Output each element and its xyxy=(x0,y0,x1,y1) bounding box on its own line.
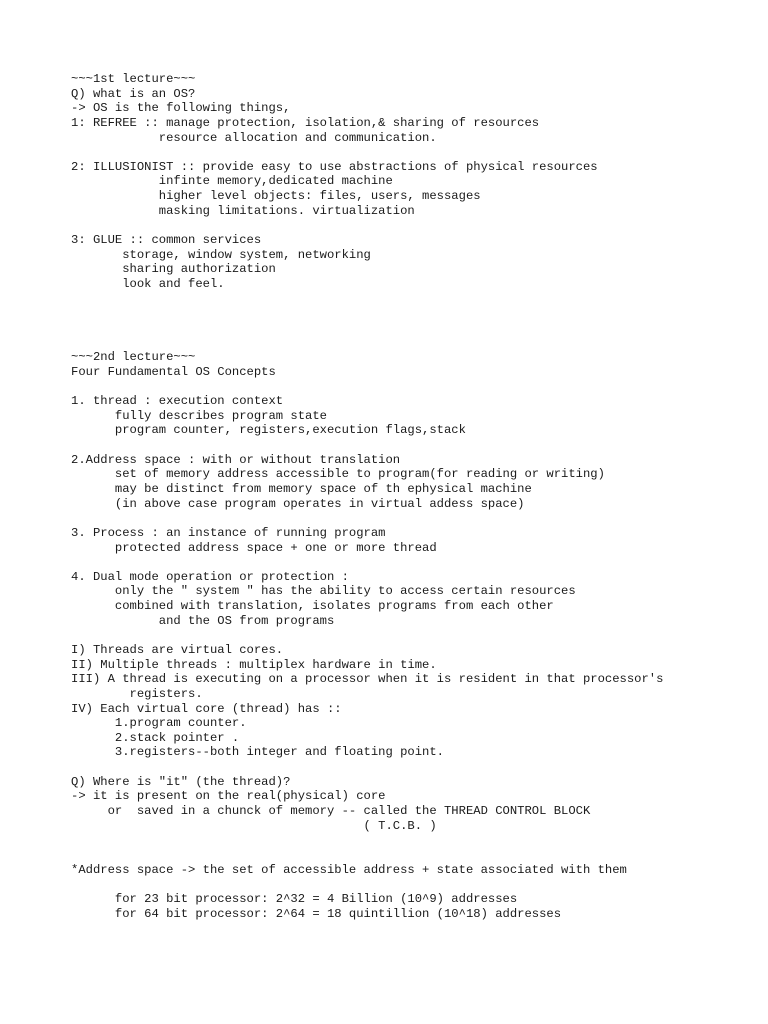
text-line xyxy=(71,336,663,351)
text-line: higher level objects: files, users, messages xyxy=(71,189,481,204)
text-line: 2.stack pointer . xyxy=(71,730,240,745)
text-line xyxy=(71,145,663,160)
text-line xyxy=(71,438,663,453)
text-line: 3.registers--both integer and floating point. xyxy=(71,745,444,760)
text-line: IV) Each virtual core (thread) has :: xyxy=(71,701,342,716)
text-line: masking limitations. virtualization xyxy=(71,203,415,218)
text-line: (in above case program operates in virtual addess space) xyxy=(71,496,525,511)
text-line: 4. Dual mode operation or protection : xyxy=(71,569,349,584)
text-line: for 23 bit processor: 2^32 = 4 Billion (10^9) addresses xyxy=(71,891,518,906)
text-line: Four Fundamental OS Concepts xyxy=(71,364,276,379)
text-line: 1.program counter. xyxy=(71,716,247,731)
text-line xyxy=(71,877,663,892)
text-line: ~~~2nd lecture~~~ xyxy=(71,350,196,365)
text-line: *Address space -> the set of accessible address + state associated with them xyxy=(71,862,627,877)
text-line: fully describes program state xyxy=(71,408,327,423)
text-line: may be distinct from memory space of th ephysical machine xyxy=(71,481,532,496)
lecture-notes-text xyxy=(71,72,663,921)
text-line: look and feel. xyxy=(71,276,225,291)
text-line: only the " system " has the ability to access certain resources xyxy=(71,584,576,599)
text-line: sharing authorization xyxy=(71,262,276,277)
text-line: 3. Process : an instance of running program xyxy=(71,525,386,540)
text-line xyxy=(71,760,663,775)
text-line: and the OS from programs xyxy=(71,613,335,628)
text-line: -> it is present on the real(physical) core xyxy=(71,789,386,804)
text-line xyxy=(71,511,663,526)
text-line: II) Multiple threads : multiplex hardware in time. xyxy=(71,657,437,672)
text-line xyxy=(71,379,663,394)
text-line: combined with translation, isolates programs from each other xyxy=(71,599,554,614)
text-line: ( T.C.B. ) xyxy=(71,818,437,833)
text-line: for 64 bit processor: 2^64 = 18 quintillion (10^18) addresses xyxy=(71,906,562,921)
text-line: program counter, registers,execution flags,stack xyxy=(71,423,466,438)
text-line: registers. xyxy=(71,686,203,701)
text-line xyxy=(71,628,663,643)
text-line: 2: ILLUSIONIST :: provide easy to use abstractions of physical resources xyxy=(71,159,598,174)
text-line: III) A thread is executing on a processor when it is resident in that processor's xyxy=(71,672,664,687)
text-line: resource allocation and communication. xyxy=(71,130,437,145)
text-line: -> OS is the following things, xyxy=(71,101,291,116)
text-line: Q) Where is "it" (the thread)? xyxy=(71,774,291,789)
text-line: I) Threads are virtual cores. xyxy=(71,642,284,657)
text-line xyxy=(71,833,663,848)
text-line: 1. thread : execution context xyxy=(71,394,284,409)
text-line xyxy=(71,848,663,863)
text-line: storage, window system, networking xyxy=(71,247,371,262)
text-line xyxy=(71,555,663,570)
text-line: set of memory address accessible to program(for reading or writing) xyxy=(71,467,605,482)
text-line xyxy=(71,292,663,307)
text-line: Q) what is an OS? xyxy=(71,86,196,101)
text-line: protected address space + one or more thread xyxy=(71,540,437,555)
text-line: infinte memory,dedicated machine xyxy=(71,174,393,189)
text-line xyxy=(71,321,663,336)
text-line: 2.Address space : with or without translation xyxy=(71,452,401,467)
text-line xyxy=(71,218,663,233)
text-line: 3: GLUE :: common services xyxy=(71,233,262,248)
text-line xyxy=(71,306,663,321)
text-line: or saved in a chunck of memory -- called the THREAD CONTROL BLOCK xyxy=(71,804,591,819)
text-line: ~~~1st lecture~~~ xyxy=(71,72,196,86)
text-line: 1: REFREE :: manage protection, isolation,& sharing of resources xyxy=(71,115,540,130)
